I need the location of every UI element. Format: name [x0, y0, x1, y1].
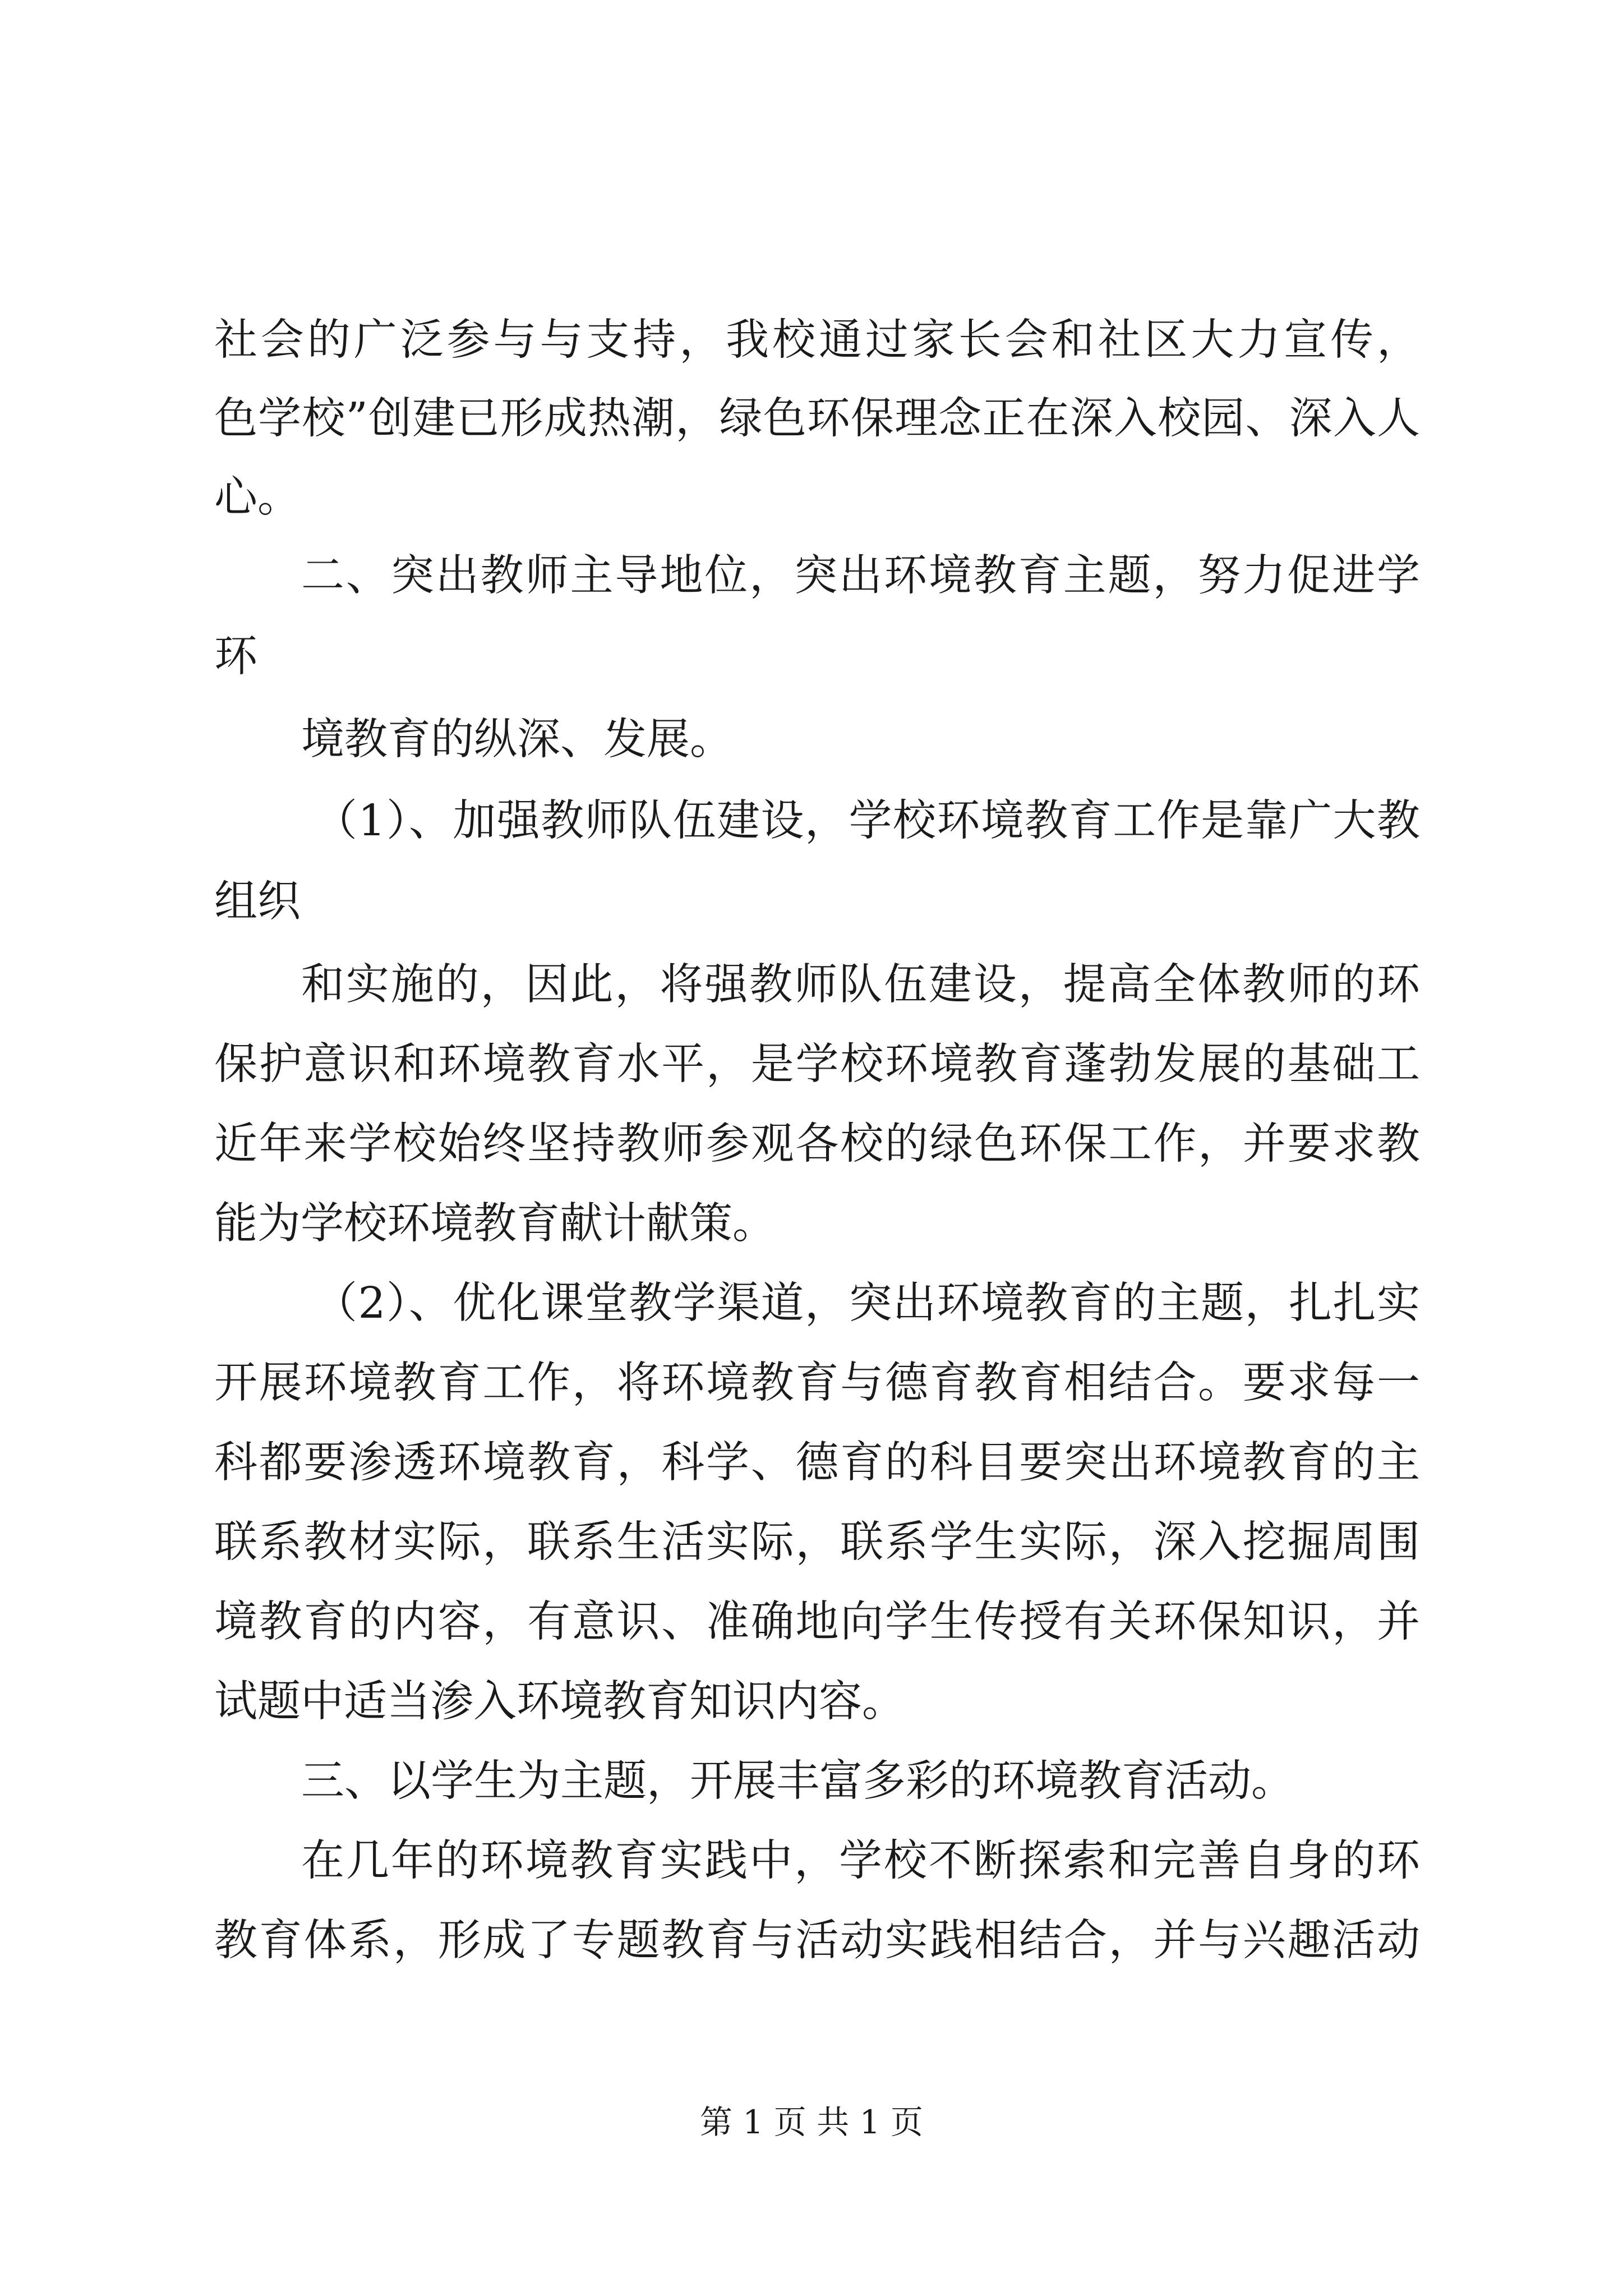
text-line [0, 1503, 1623, 1582]
text-line-content: 在几年的环境教育实践中，学校不断探索和完善自身的环 [301, 1836, 1420, 1886]
text-line [0, 1344, 1623, 1423]
text-line-content: 开展环境教育工作，将环境教育与德育教育相结合。要求每一 [214, 1358, 1420, 1408]
list-item-heading: （2）、优化课堂教学渠道，突出环境教育的主题，扎扎实 [314, 1278, 1420, 1328]
page-footer: 第 1 页 共 1 页 [700, 2103, 923, 2141]
text-line-content: 环 [214, 632, 257, 682]
text-line-content: 社会的广泛参与与支持，我校通过家长会和社区大力宣传， [214, 315, 1420, 365]
list-item-heading: （1）、加强教师队伍建设，学校环境教育工作是靠广大教 [314, 796, 1420, 846]
text-line-content: 保护意识和环境教育水平，是学校环境教育蓬勃发展的基础工 [214, 1039, 1420, 1089]
text-line [0, 782, 1623, 861]
text-line-content: 境教育的纵深、发展。 [301, 715, 733, 765]
section-heading: 三、以学生为主题，开展丰富多彩的环境教育活动。 [301, 1756, 1294, 1806]
text-line-content: 科都要渗透环境教育，科学、德育的科目要突出环境教育的主 [214, 1438, 1420, 1488]
text-line-content: 教育体系，形成了专题教育与活动实践相结合，并与兴趣活动 [214, 1916, 1420, 1966]
section-heading-line [0, 537, 1623, 615]
text-line-content: 心。 [214, 472, 301, 522]
text-line [0, 863, 1623, 941]
text-line [0, 301, 1623, 380]
text-line-content: 试题中适当渗入环境教育知识内容。 [214, 1677, 905, 1727]
text-line-content: 色学校”创建已形成热潮，绿色环保理念正在深入校园、深入人 [214, 394, 1420, 444]
text-line-content: 能为学校环境教育献计献策。 [214, 1199, 776, 1249]
text-line-content: 境教育的内容，有意识、准确地向学生传授有关环保知识，并 [214, 1597, 1420, 1647]
text-line [0, 1264, 1623, 1343]
text-line [0, 1025, 1623, 1104]
text-line [0, 618, 1623, 696]
text-line [0, 1583, 1623, 1662]
text-line [0, 946, 1623, 1024]
text-line [0, 1105, 1623, 1184]
text-line-content: 联系教材实际，联系生活实际，联系学生实际，深入挖掘周围 [214, 1517, 1420, 1567]
text-line [0, 1185, 1623, 1263]
text-line [0, 701, 1623, 779]
text-line-content: 近年来学校始终坚持教师参观各校的绿色环保工作，并要求教 [214, 1119, 1420, 1169]
text-line [0, 380, 1623, 458]
text-line [0, 1902, 1623, 1980]
section-heading: 二、突出教师主导地位，突出环境教育主题，努力促进学 [301, 551, 1420, 601]
text-line-content: 和实施的，因此，将强教师队伍建设，提高全体教师的环 [301, 960, 1420, 1010]
section-heading-line [0, 1742, 1623, 1821]
text-line [0, 458, 1623, 537]
text-line-content: 组织 [214, 877, 301, 927]
text-line [0, 1663, 1623, 1741]
text-line [0, 1822, 1623, 1901]
text-line [0, 1424, 1623, 1502]
